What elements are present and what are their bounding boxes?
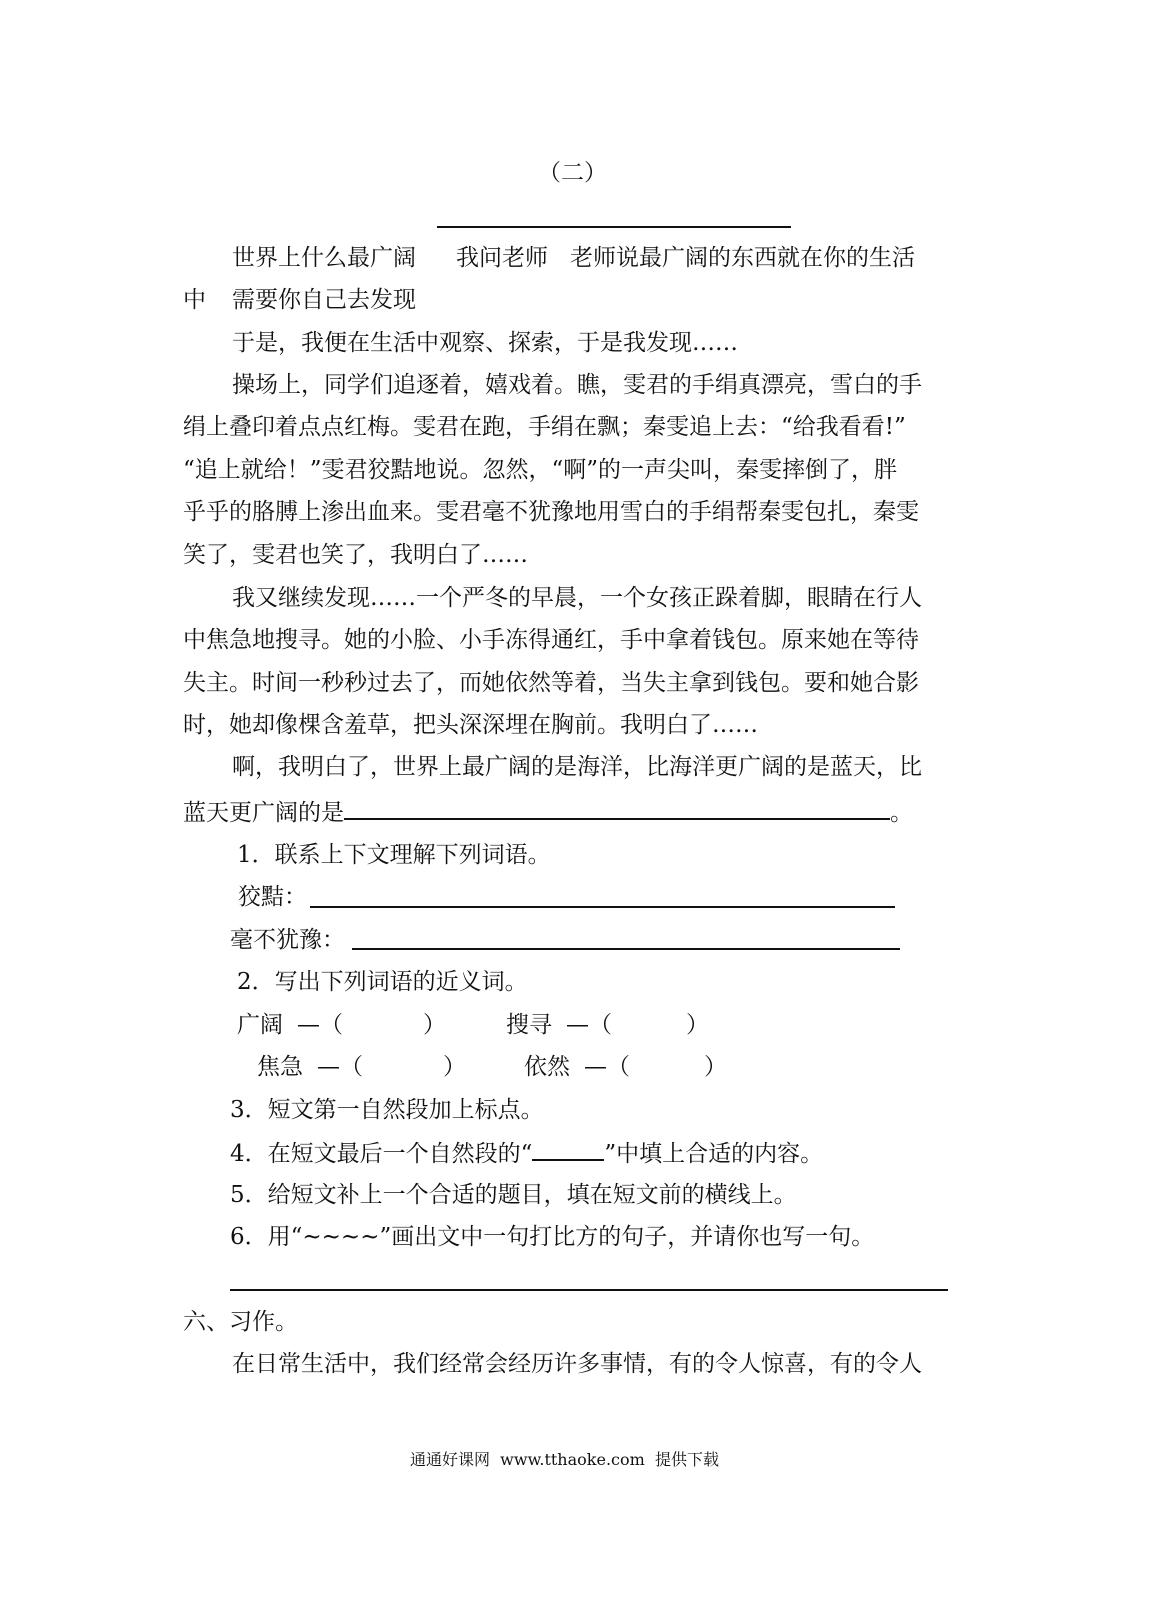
question-2: 2．写出下列词语的近义词。 (237, 969, 528, 995)
synonym-word: 广阔 (237, 1012, 283, 1038)
q1-word-1-label: 狡黠： (238, 884, 307, 910)
synonym-close: ） (443, 1054, 466, 1080)
para1-segment: 需要你自己去发现 (232, 287, 416, 313)
question-4-suffix: ”中填上合适的内容。 (604, 1141, 824, 1167)
para3-line: 笑了，雯君也笑了，我明白了…… (183, 542, 528, 568)
synonym-word: 焦急 (257, 1054, 303, 1080)
section-heading: （二） (538, 160, 607, 186)
para5-prefix: 蓝天更广阔的是 (183, 800, 344, 826)
synonym-open: —（ (566, 1012, 612, 1038)
para1-segment: 老师说最广阔的东西就在你的生活 (570, 245, 915, 271)
q1-word-2-label: 毫不犹豫： (230, 927, 345, 953)
title-blank-line[interactable] (437, 226, 791, 228)
synonym-item (506, 1010, 709, 1040)
question-6: 6．用“~~~~”画出文中一句打比方的句子，并请你也写一句。 (230, 1224, 875, 1250)
synonym-open: —（ (584, 1054, 630, 1080)
para3-line: 乎乎的胳膊上渗出血来。雯君毫不犹豫地用雪白的手绢帮秦雯包扎，秦雯 (183, 499, 919, 525)
synonym-close: ） (686, 1012, 709, 1038)
synonym-open: —（ (317, 1054, 363, 1080)
question-4 (230, 1137, 823, 1169)
para3-line: “追上就给！”雯君狡黠地说。忽然，“啊”的一声尖叫，秦雯摔倒了，胖 (183, 457, 898, 483)
para4-line: 我又继续发现……一个严冬的早晨，一个女孩正跺着脚，眼睛在行人 (232, 585, 922, 611)
section-6-text: 在日常生活中，我们经常会经历许多事情，有的令人惊喜，有的令人 (232, 1351, 922, 1377)
q1-word-1-blank[interactable] (310, 906, 895, 908)
synonym-item (257, 1052, 466, 1082)
para5-suffix: 。 (890, 800, 913, 826)
section-6-heading: 六、习作。 (183, 1309, 298, 1335)
synonym-word: 搜寻 (506, 1012, 552, 1038)
question-5: 5．给短文补上一个合适的题目，填在短文前的横线上。 (230, 1182, 797, 1208)
synonym-close: ） (423, 1012, 446, 1038)
synonym-close: ） (704, 1054, 727, 1080)
synonym-open: —（ (297, 1012, 343, 1038)
para4-line: 中焦急地搜寻。她的小脸、小手冻得通红，手中拿着钱包。原来她在等待 (183, 627, 919, 653)
para5-answer-blank[interactable] (344, 796, 890, 820)
question-1: 1．联系上下文理解下列词语。 (237, 842, 551, 868)
para2: 于是，我便在生活中观察、探索，于是我发现…… (232, 330, 738, 356)
synonym-item (237, 1010, 446, 1040)
para4-line: 失主。时间一秒秒过去了，而她依然等着，当失主拿到钱包。要和她合影 (183, 670, 919, 696)
para3-line: 绢上叠印着点点红梅。雯君在跑，手绢在飘；秦雯追上去：“给我看看!” (183, 414, 906, 440)
q1-word-2-blank[interactable] (352, 948, 900, 950)
para1-segment: 中 (183, 287, 206, 313)
para3-line: 操场上，同学们追逐着，嬉戏着。瞧，雯君的手绢真漂亮，雪白的手 (232, 372, 922, 398)
para1-segment: 世界上什么最广阔 (232, 245, 416, 271)
para1-line1 (232, 243, 915, 273)
para5-line1: 啊，我明白了，世界上最广阔的是海洋，比海洋更广阔的是蓝天，比 (232, 754, 922, 780)
para4-line: 时，她却像棵含羞草，把头深深埋在胸前。我明白了…… (183, 712, 758, 738)
para1-line2 (183, 285, 416, 315)
q6-answer-blank[interactable] (230, 1289, 948, 1291)
question-3: 3．短文第一自然段加上标点。 (230, 1097, 544, 1123)
para5-line2 (183, 796, 913, 828)
page-footer: 通通好课网 www.tthaoke.com 提供下载 (410, 1450, 719, 1469)
question-4-prefix: 4．在短文最后一个自然段的“ (230, 1141, 533, 1167)
q4-inline-blank[interactable] (532, 1137, 604, 1161)
synonym-item (524, 1052, 727, 1082)
para1-segment: 我问老师 (456, 245, 548, 271)
synonym-word: 依然 (524, 1054, 570, 1080)
